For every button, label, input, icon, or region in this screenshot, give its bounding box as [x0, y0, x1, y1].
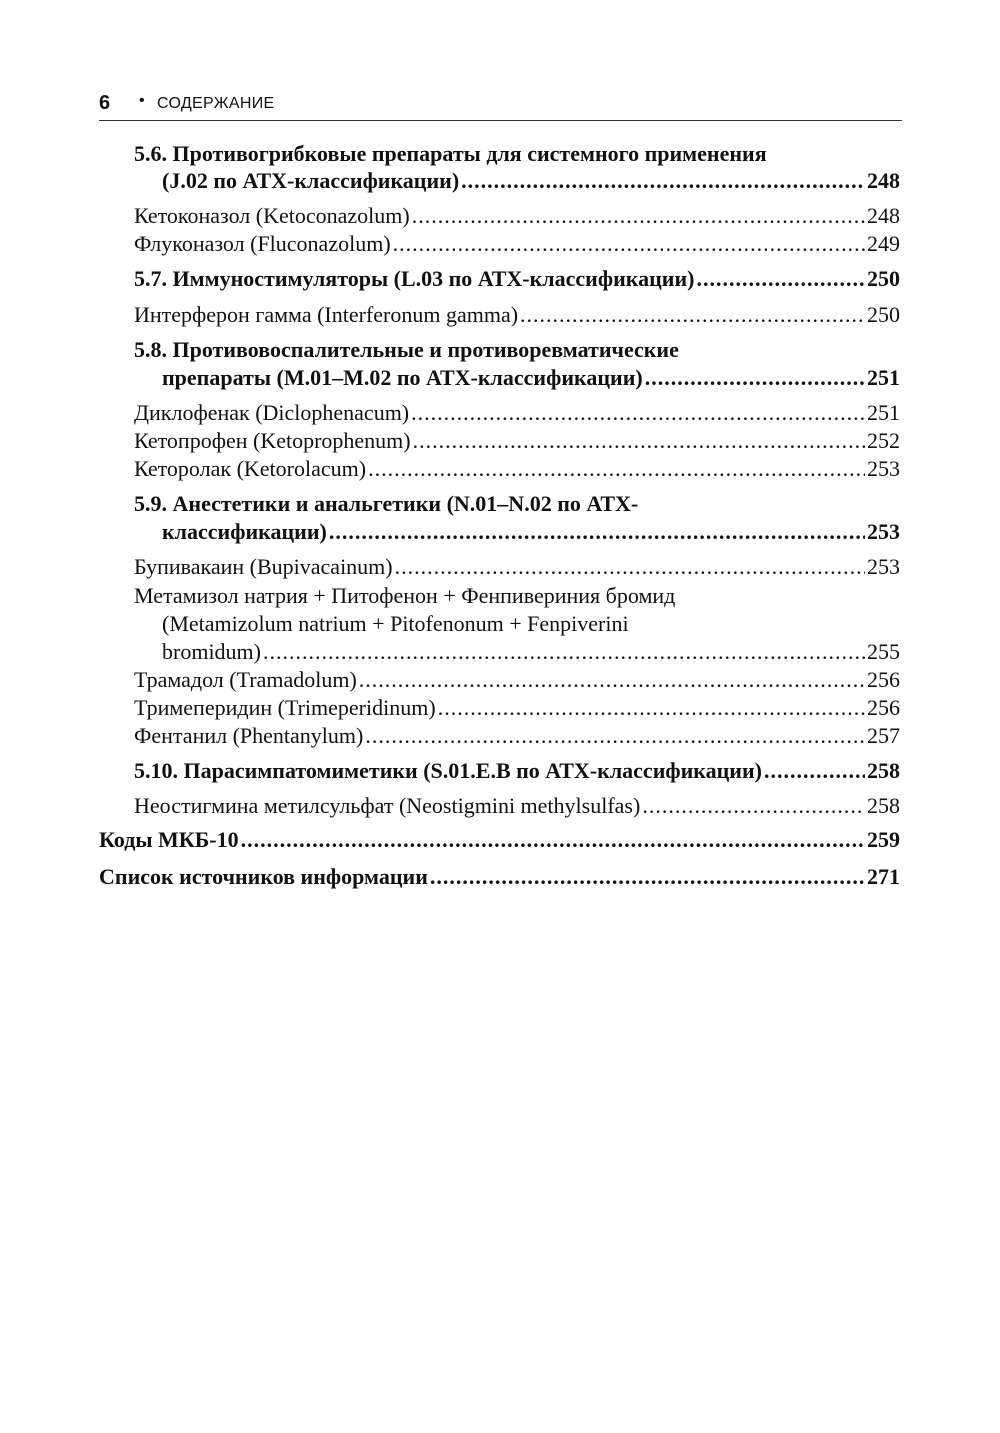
dot-leader	[395, 553, 865, 581]
toc-page-number: 257	[867, 723, 900, 748]
toc-item-text: Трамадол (Tramadolum)	[134, 667, 357, 692]
toc-item-text: Фентанил (Phentanylum)	[134, 723, 364, 748]
toc-page-number: 258	[867, 793, 900, 818]
toc-page-number: 258	[867, 758, 900, 783]
toc-page-number: 249	[867, 231, 900, 256]
toc-page-number: 251	[867, 400, 900, 425]
dot-leader	[520, 301, 865, 329]
toc-item-text-cont: bromidum)	[162, 639, 261, 664]
toc-page-number: 259	[867, 827, 900, 852]
toc-section-title: 5.9. Анестетики и анальгетики (N.01–N.02 по АТХ-	[134, 491, 639, 516]
toc-section-title: 5.10. Парасимпатомиметики (S.01.E.B по АТХ-классификации)	[134, 758, 762, 783]
dot-leader	[438, 694, 865, 722]
toc-page-number: 256	[867, 667, 900, 692]
toc-section-entry[interactable]	[134, 757, 900, 785]
toc-page-number: 251	[867, 365, 900, 390]
dot-leader	[241, 826, 865, 854]
dot-leader	[411, 399, 865, 427]
dot-leader	[393, 230, 865, 258]
toc-item[interactable]	[134, 301, 900, 329]
dot-leader	[430, 863, 865, 891]
toc-item[interactable]	[134, 553, 900, 581]
dot-leader	[764, 757, 865, 785]
dot-leader	[642, 792, 865, 820]
bullet-icon: •	[139, 92, 145, 109]
toc-chapter-title: Коды МКБ-10	[99, 827, 239, 852]
running-head: СОДЕРЖАНИЕ	[157, 95, 275, 112]
page-number: 6	[99, 92, 111, 114]
toc-section-entry[interactable]	[162, 167, 900, 195]
toc-item-text: Кетопрофен (Ketoprophenum)	[134, 428, 411, 453]
toc-page-number: 255	[867, 639, 900, 664]
toc-page-number: 248	[867, 203, 900, 228]
toc-item-text: Диклофенак (Diclophenacum)	[134, 400, 410, 425]
toc-item-text: Кеторолак (Ketorolacum)	[134, 456, 367, 481]
toc-item-text[interactable]: Метамизол натрия + Питофенон + Фенпивериния бромид	[134, 583, 676, 608]
toc-page-number: 248	[867, 168, 900, 193]
toc-section-title: 5.7. Иммуностимуляторы (L.03 по АТХ-классификации)	[134, 266, 695, 291]
toc-item[interactable]	[134, 666, 900, 694]
toc-item[interactable]	[162, 638, 900, 666]
dot-leader	[645, 364, 865, 392]
toc-item-text-cont: (Metamizolum natrium + Pitofenonum + Fenpiverini	[162, 611, 629, 636]
toc-item[interactable]	[134, 427, 900, 455]
dot-leader	[696, 265, 865, 293]
toc-section-title-cont: классификации)	[162, 519, 327, 544]
toc-item[interactable]	[134, 202, 900, 230]
toc-item-text: Бупивакаин (Bupivacainum)	[134, 554, 393, 579]
toc-item-text: Кетоконазол (Ketoconazolum)	[134, 203, 410, 228]
toc-chapter-sources[interactable]	[99, 863, 900, 891]
toc-section-entry[interactable]	[162, 518, 900, 546]
dot-leader	[329, 518, 865, 546]
toc-page-number: 252	[867, 428, 900, 453]
dot-leader	[368, 455, 865, 483]
toc-section-title: 5.8. Противовоспалительные и противоревматические	[134, 337, 679, 362]
toc-section-title: 5.6. Противогрибковые препараты для системного применения	[134, 141, 767, 166]
toc-item[interactable]	[134, 792, 900, 820]
toc-page-number: 250	[867, 266, 900, 291]
toc-item[interactable]	[134, 722, 900, 750]
toc-section-entry[interactable]	[162, 364, 900, 392]
toc-item[interactable]	[134, 455, 900, 483]
dot-leader	[461, 167, 865, 195]
toc-item-text: Неостигмина метилсульфат (Neostigmini methylsulfas)	[134, 793, 641, 818]
toc-chapter-icd[interactable]	[99, 826, 900, 854]
dot-leader	[412, 202, 865, 230]
toc-page-number: 250	[867, 302, 900, 327]
toc-section-entry[interactable]	[134, 265, 900, 293]
toc-item-text: Тримеперидин (Trimeperidinum)	[134, 695, 436, 720]
dot-leader	[263, 638, 865, 666]
toc-chapter-title: Список источников информации	[99, 864, 428, 889]
toc-page-number: 253	[867, 554, 900, 579]
toc-page-number: 256	[867, 695, 900, 720]
toc-item-text: Флуконазол (Fluconazolum)	[134, 231, 391, 256]
toc-section-title-cont: препараты (М.01–М.02 по АТХ-классификации)	[162, 365, 643, 390]
toc-item[interactable]	[134, 230, 900, 258]
toc-item-text: Интерферон гамма (Interferonum gamma)	[134, 302, 519, 327]
dot-leader	[359, 666, 865, 694]
dot-leader	[365, 722, 865, 750]
dot-leader	[413, 427, 865, 455]
toc-item[interactable]	[134, 399, 900, 427]
toc-page-number: 271	[867, 864, 900, 889]
toc-section-title-cont: (J.02 по АТХ-классификации)	[162, 168, 460, 193]
toc-page-number: 253	[867, 519, 900, 544]
toc-page-number: 253	[867, 456, 900, 481]
toc-item[interactable]	[134, 694, 900, 722]
